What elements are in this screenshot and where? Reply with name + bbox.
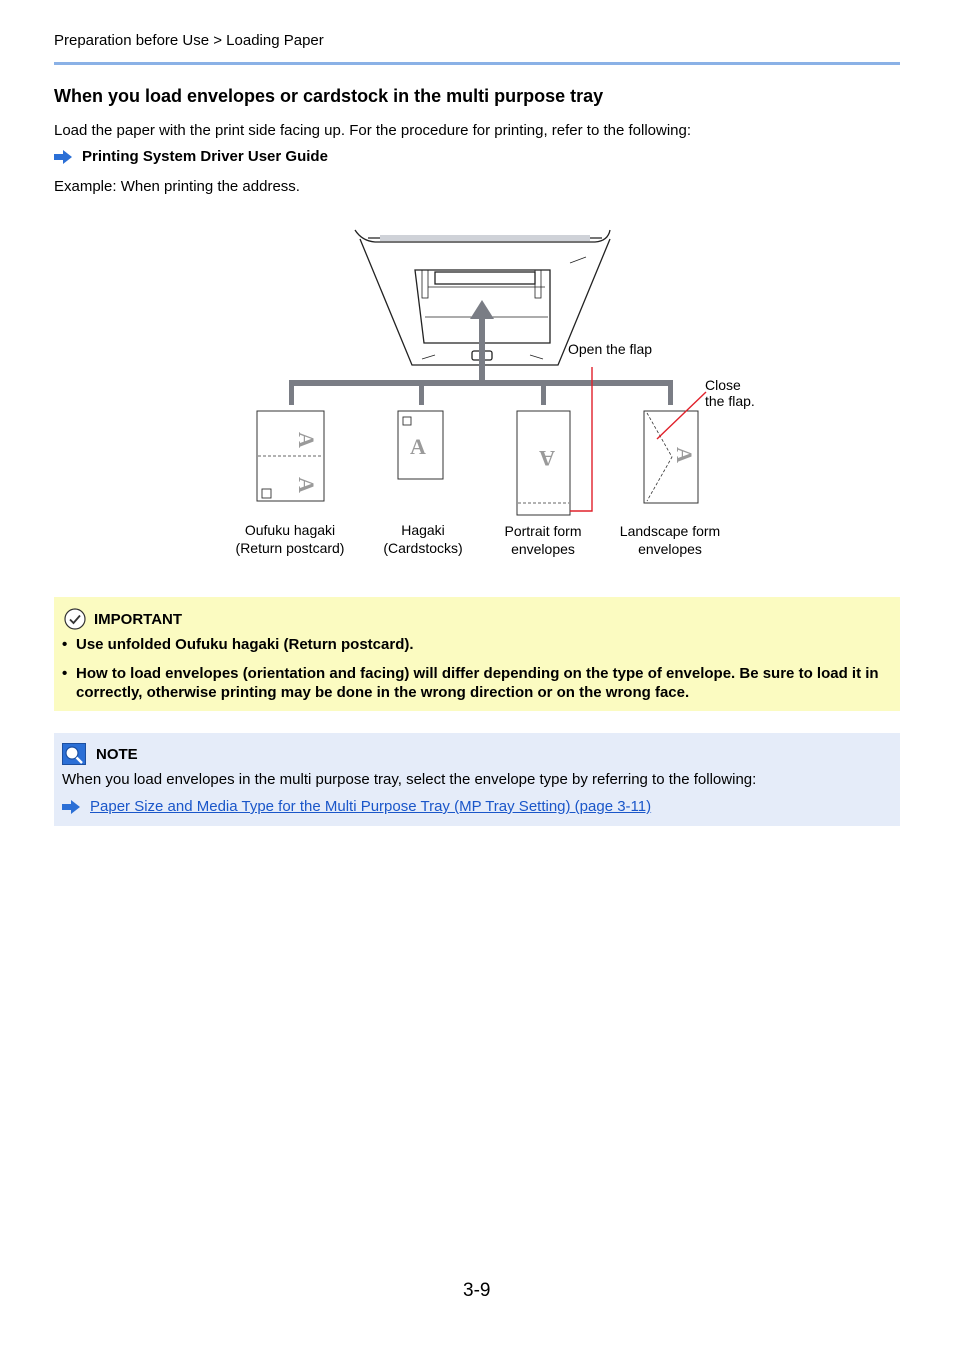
mp-tray-setting-link[interactable]: Paper Size and Media Type for the Multi Purpose Tray (MP Tray Setting) (page 3-11) (90, 798, 652, 815)
hagaki-sheet (398, 411, 443, 479)
caption-line: Landscape form (619, 523, 721, 539)
important-bullet (62, 664, 896, 702)
example-text: Example: When printing the address. (54, 178, 300, 195)
important-header (64, 608, 182, 630)
callout-open-flap: Open the flap (568, 341, 653, 357)
intro-paragraph: Load the paper with the print side facing up. For the procedure for printing, refer to the following: (54, 122, 692, 139)
note-header (62, 743, 138, 765)
letter-mark: A (410, 434, 426, 459)
caption-line: envelopes (638, 541, 702, 557)
reference-label: Printing System Driver User Guide (82, 148, 328, 165)
important-bullet (62, 635, 896, 654)
important-box (54, 597, 900, 711)
caption-line: Portrait form (504, 523, 582, 539)
bullet-text: How to load envelopes (orientation and facing) will differ depending on the type of envelope. Be sure to load it in correctly, otherwise printing may be done in the wrong direction or on the wrong face. (76, 665, 879, 701)
note-title: NOTE (96, 745, 138, 763)
callout-close-flap: Close the flap. (705, 377, 755, 409)
caption-hagaki (353, 521, 493, 557)
important-title: IMPORTANT (94, 610, 183, 628)
figure-illustration (200, 225, 760, 525)
caption-portrait-envelopes (473, 522, 613, 558)
arrow-right-icon (54, 150, 72, 164)
header-divider (54, 62, 900, 65)
bullet-mark: • (62, 665, 68, 682)
note-link-row[interactable] (62, 798, 651, 815)
section-heading: When you load envelopes or cardstock in the multi purpose tray (54, 86, 604, 106)
caption-oufuku-hagaki (220, 521, 360, 557)
note-box (54, 733, 900, 826)
caption-line: envelopes (511, 541, 575, 557)
letter-mark: A (672, 447, 697, 463)
page-number: 3-9 (463, 1280, 491, 1301)
note-magnifier-icon (62, 743, 86, 765)
letter-mark: A (539, 446, 555, 471)
envelope-loading-figure (200, 225, 760, 557)
portrait-envelope (517, 411, 570, 515)
reference-link[interactable] (54, 148, 328, 165)
bullet-mark: • (62, 636, 68, 653)
breadcrumb: Preparation before Use > Loading Paper (54, 32, 324, 49)
arrow-right-icon (62, 800, 80, 814)
letter-mark: A (294, 432, 319, 448)
caption-line: Oufuku hagaki (244, 522, 336, 538)
caption-line: (Return postcard) (235, 540, 345, 556)
caption-landscape-envelopes (600, 522, 740, 558)
bullet-text: Use unfolded Oufuku hagaki (Return postcard). (76, 636, 414, 653)
letter-mark: A (294, 477, 319, 493)
note-text: When you load envelopes in the multi purpose tray, select the envelope type by referring to the following: (62, 771, 757, 788)
oufuku-hagaki-sheet (257, 411, 324, 501)
caption-line: Hagaki (401, 522, 445, 538)
checkmark-circle-icon (64, 608, 86, 630)
caption-line: (Cardstocks) (383, 540, 463, 556)
